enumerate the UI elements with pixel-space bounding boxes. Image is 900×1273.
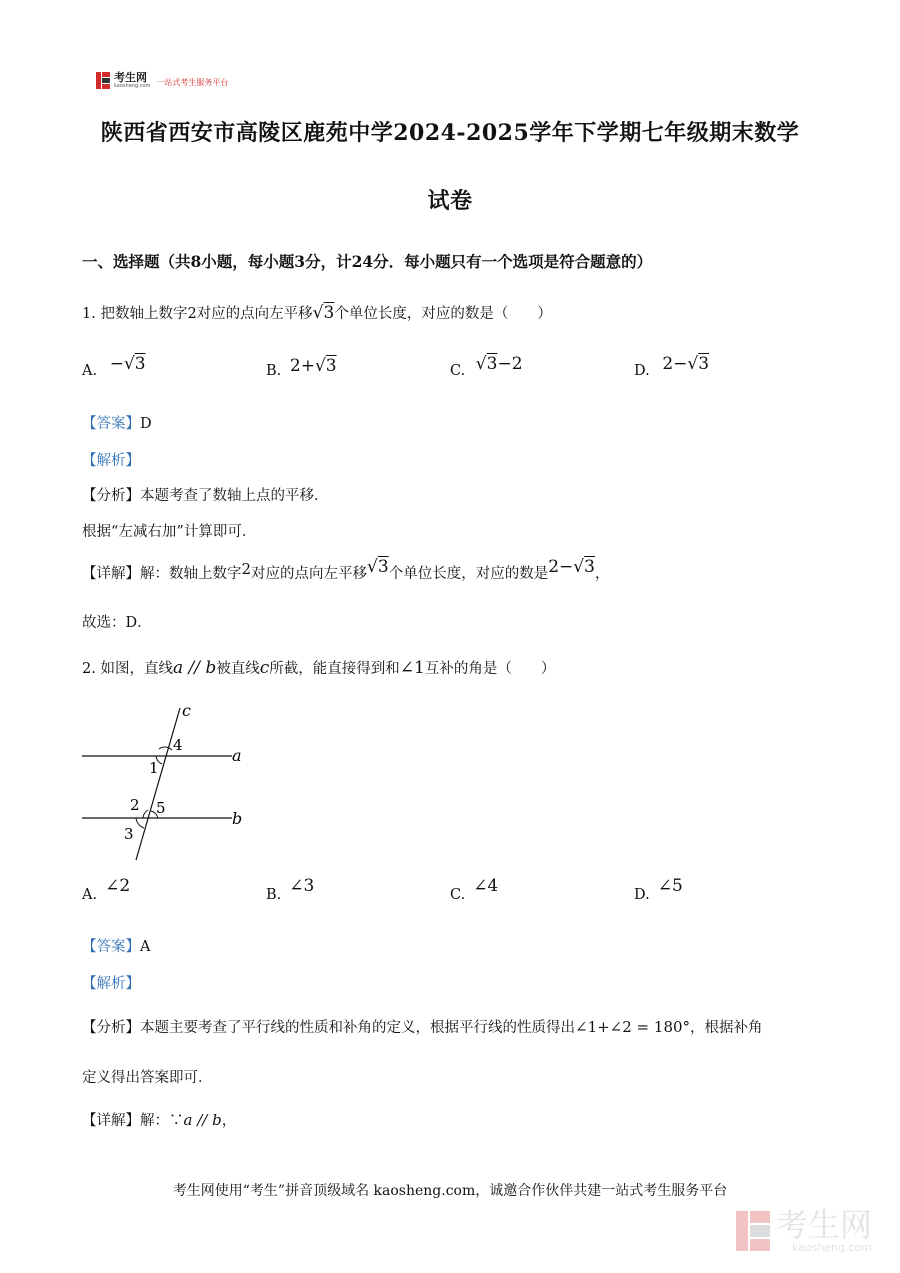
label-2: 2: [130, 796, 140, 814]
page-title-line1: 陕西省西安市高陵区鹿苑中学2024-2025学年下学期七年级期末数学: [100, 120, 800, 146]
q1-detail: 【详解】解：数轴上数字2对应的点向左平移√3个单位长度，对应的数是2−√3，: [82, 557, 610, 582]
q2-option-a[interactable]: A. ∠2: [82, 876, 131, 903]
logo-mark-icon: [96, 72, 110, 89]
q1-fenxi: 【分析】本题考查了数轴上点的平移．: [82, 488, 329, 504]
q1-option-b[interactable]: B. 2+√3: [266, 356, 337, 379]
question-1-stem: 1. 把数轴上数字2对应的点向左平移√3个单位长度，对应的数是（ ）: [82, 303, 552, 323]
q1-option-d[interactable]: D. 2−√3: [634, 354, 710, 379]
logo-brand-name: 考生网: [114, 71, 147, 84]
q1-answer: 【答案】D: [82, 416, 152, 432]
sqrt-expr: √3: [312, 303, 335, 323]
q1-rule: 根据“左减右加”计算即可．: [82, 524, 257, 540]
q2-fenxi: 【分析】本题主要考查了平行线的性质和补角的定义，根据平行线的性质得出∠1+∠2 = 180°，根据补角: [82, 1018, 763, 1036]
parallel-lines-figure: [80, 700, 260, 870]
watermark-logo: [736, 1208, 872, 1254]
q2-analysis-tag: 【解析】: [82, 976, 140, 992]
q1-analysis-tag: 【解析】: [82, 453, 140, 469]
q2-option-c[interactable]: C. ∠4: [450, 876, 499, 903]
footer-text: 考生网使用“考生”拼音顶级域名 kaosheng.com，诚邀合作伙伴共建一站式考生服务平台: [172, 1183, 728, 1199]
page-title-line2: 试卷: [427, 188, 473, 214]
label-1: 1: [149, 759, 159, 777]
q1-choose: 故选：D．: [82, 615, 152, 631]
section-heading: 一、选择题（共8小题，每小题3分，计24分．每小题只有一个选项是符合题意的）: [82, 252, 653, 271]
q2-answer: 【答案】A: [82, 939, 151, 955]
logo-domain: kaosheng.com: [114, 83, 151, 89]
header-logo[interactable]: [96, 72, 228, 89]
q2-option-d[interactable]: D. ∠5: [634, 876, 683, 903]
label-a: a: [232, 746, 242, 765]
logo-slogan: 一站式考生服务平台: [156, 78, 229, 87]
label-b: b: [232, 809, 243, 828]
watermark-mark-icon: [736, 1211, 770, 1251]
label-5: 5: [156, 799, 166, 817]
watermark-name: 考生网: [775, 1206, 872, 1244]
label-3: 3: [124, 825, 134, 843]
watermark-domain: kaosheng.com: [791, 1241, 872, 1254]
q2-fenxi-cont: 定义得出答案即可．: [82, 1070, 213, 1086]
question-2-stem: 2. 如图，直线a // b被直线c所截，能直接得到和∠1互补的角是（ ）: [82, 658, 556, 678]
angle-arc-4: [159, 747, 172, 750]
line-c: [136, 708, 180, 860]
q2-option-b[interactable]: B. ∠3: [266, 876, 315, 903]
q1-option-a[interactable]: A. −√3: [82, 354, 146, 379]
angle-arc-2: [143, 810, 148, 818]
label-c: c: [182, 701, 191, 720]
angle-arc-3: [136, 818, 144, 828]
label-4: 4: [173, 736, 183, 754]
q2-detail: 【详解】解：∵a // b，: [82, 1111, 237, 1129]
q1-option-c[interactable]: C. √3−2: [450, 354, 523, 379]
